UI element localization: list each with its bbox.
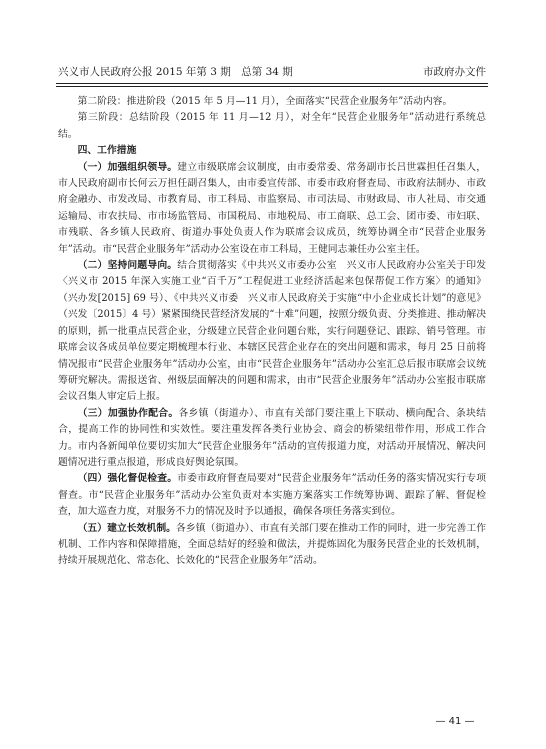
measure-1-text: 建立市级联席会议制度，由市委常委、常务副市长吕世霖担任召集人，市人民政府副市长何云万担任副召集人，由市委宣传部、市委市政府督查局、市政府法制办、市政府金融办、市发改局、市教育局、市工科局、市监察局、市司法局、市财政局、市人社局、市交通运输局、市农扶局、市市场监管局、市国税局、市地税局、市工商联、总工会、团市委、市妇联、市残联、各乡镇人民政府、街道办事处负责人作为联席会议成员，统筹协调全市“民营企业服务年”活动。市“民营企业服务年”活动办公室设在市工科局，王健同志兼任办公室主任。 [58, 161, 487, 255]
measure-2-paragraph [58, 258, 486, 406]
section-heading: 四、工作措施 [77, 145, 137, 157]
measure-3-lead: （三）加强协作配合。 [77, 407, 179, 419]
page-header [58, 64, 486, 80]
header-rule-thin [56, 86, 488, 87]
measure-3-paragraph [58, 406, 486, 472]
stage-3-paragraph: 第三阶段：总结阶段（2015 年 11 月—12 月），对全年“民营企业服务年”活动进行系统总结。 [58, 112, 486, 140]
measure-2-text: 结合贯彻落实《中共兴义市委办公室 兴义市人民政府办公室关于印发〈兴义市 2015 年深入实施工业“百千万”工程促进工业经济活起来包保帮促工作方案〉的通知》（兴办发[2015] 69 号）、《中共兴义市委 兴义市人民政府关于实施“中小企业成长计划”的意见》（兴发〔2015〕4 号）紧紧围绕民营经济发展的“十难”问题，按照分级负责、分类推进、推动解决的原则，抓一批重点民营企业，分级建立民营企业问题台账，实行问题登记、跟踪、销号管理。市联席会议各成员单位要定期梳理本行业、本辖区民营企业存在的突出问题和需求，每月 25 日前将情况报市“民营企业服务年”活动办公室，由市“民营企业服务年”活动办公室汇总后报市联席会议统筹研究解决。需报送省、州级层面解决的问题和需求，由市“民营企业服务年”活动办公室报市联席会议召集人审定后上报。 [58, 260, 487, 403]
measure-5-lead: （五）建立长效机制。 [77, 522, 177, 534]
measure-5-text: 各乡镇（街道办）、市直有关部门要在推动工作的同时，进一步完善工作机制、工作内容和保障措施，全面总结好的经验和做法，并提炼固化为服务民营企业的长效机制，持续开展规范化、常态化、长效化的“民营企业服务年”活动。 [58, 522, 486, 567]
measure-3-text: 各乡镇（街道办）、市直有关部门要注重上下联动、横向配合、条块结合，提高工作的协同性和实效性。要注重发挥各类行业协会、商会的桥梁纽带作用，形成工作合力。市内各新闻单位要切实加大“民营企业服务年”活动的宣传报道力度，对活动开展情况、解决问题情况进行重点报道，形成良好舆论氛围。 [58, 407, 486, 468]
header-rule-thick [56, 83, 488, 84]
measure-4-text: 市委市政府督查局要对“民营企业服务年”活动任务的落实情况实行专项督查。市“民营企业服务年”活动办公室负责对本实施方案落实工作统筹协调、跟踪了解、督促检查，加大巡查力度，对服务不力的情况及时予以通报，确保各项任务落实到位。 [58, 473, 486, 518]
page-number: — 41 — [435, 716, 475, 727]
document-body [58, 94, 486, 570]
stage-2-paragraph: 第二阶段：推进阶段（2015 年 5 月—11 月），全面落实“民营企业服务年”活动内容。 [77, 96, 453, 107]
measure-2-lead: （二）坚持问题导向。 [77, 260, 178, 272]
journal-title: 兴义市人民政府公报 2015 年第 3 期 总第 34 期 [58, 66, 293, 78]
measure-5-paragraph [58, 521, 486, 570]
measure-1-lead: （一）加强组织领导。 [77, 161, 178, 173]
measure-4-paragraph [58, 471, 486, 520]
measure-4-lead: （四）强化督促检查。 [77, 473, 178, 485]
section-label: 市政府办文件 [423, 66, 486, 78]
measure-1-paragraph [58, 160, 486, 258]
